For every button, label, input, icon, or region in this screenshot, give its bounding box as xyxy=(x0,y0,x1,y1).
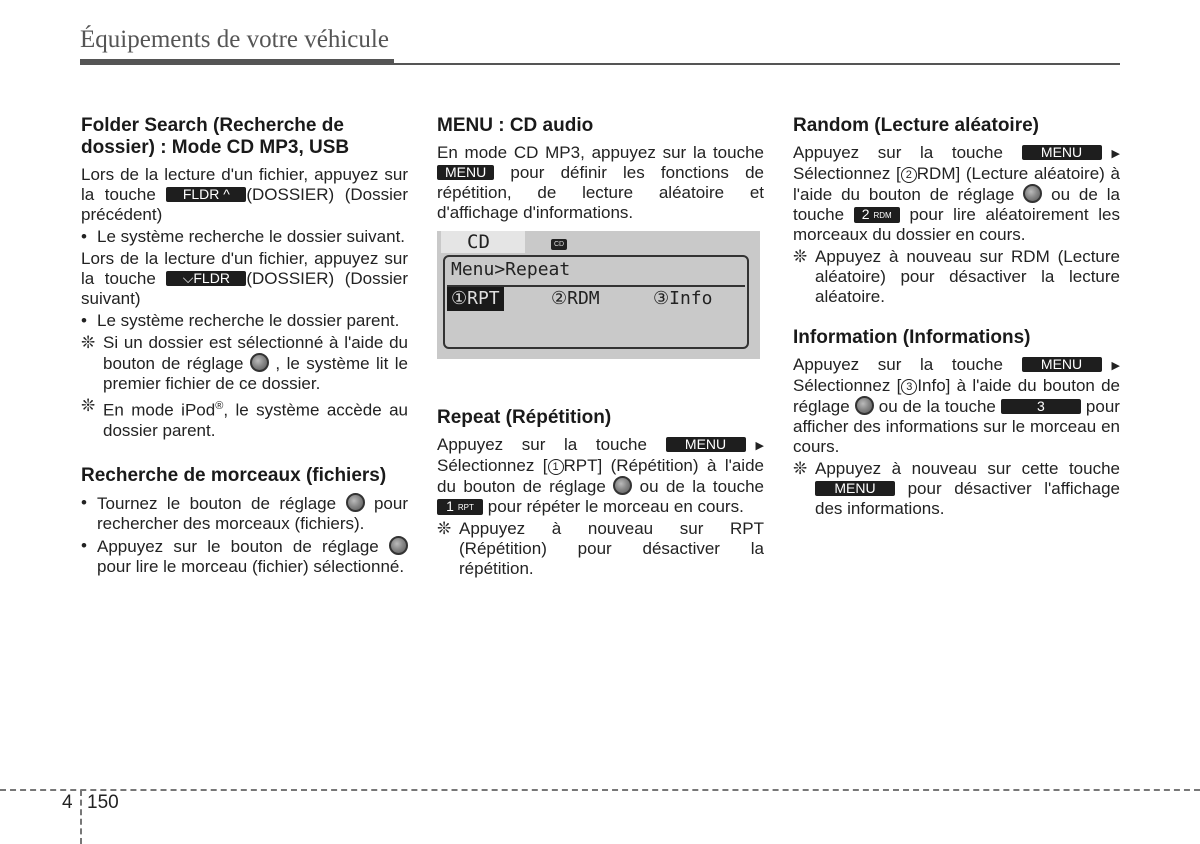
note-item: ❊ Si un dossier est sélectionné à l'aide du bouton de réglage , le système lit le premier fichier de ce dossier. xyxy=(81,333,408,393)
note-asterisk-icon: ❊ xyxy=(437,519,452,538)
chapter-number: 4 xyxy=(62,792,73,813)
info-key: 3 xyxy=(1001,399,1081,414)
paragraph: Appuyez sur la touche MENU ▶ Sélectionnez [ 3 Info] à l'aide du bouton de réglage ou de la touche 3 pour afficher des informations sur le morceau en cours. xyxy=(793,355,1120,456)
tune-knob-icon xyxy=(1023,184,1042,203)
footer-dashed-divider xyxy=(80,790,82,844)
column-folder-search xyxy=(81,115,408,579)
paragraph: Appuyez sur la touche MENU ▶ Sélectionnez [ 2 RDM] (Lecture aléatoire) à l'aide du bouton de réglage ou de la touche 2 RDM pour lire aléatoirement les morceaux du dossier en cours. xyxy=(793,143,1120,244)
arrow-right-icon: ▶ xyxy=(755,440,764,452)
lcd-tab-cd: CD xyxy=(441,231,525,253)
note-asterisk-icon: ❊ xyxy=(793,247,808,266)
tune-knob-icon xyxy=(389,536,408,555)
cd-icon: CD xyxy=(551,239,567,250)
note-item: ❊ Appuyez à nouveau sur cette touche MENU pour désactiver l'affichage des informations. xyxy=(793,459,1120,518)
fldr-up-key: FLDR ^ xyxy=(166,187,246,202)
note-item: ❊ Appuyez à nouveau sur RPT (Répétition) pour désactiver la répétition. xyxy=(437,519,764,578)
tune-knob-icon xyxy=(855,396,874,415)
circled-number-1-icon: 1 xyxy=(548,459,564,475)
note-item: ❊ Appuyez à nouveau sur RDM (Lecture aléatoire) pour désactiver la lecture aléatoire. xyxy=(793,247,1120,306)
paragraph: Lors de la lecture d'un fichier, appuyez sur la touche FLDR ^ (DOSSIER) (Dossier précédent) xyxy=(81,165,408,224)
paragraph: Appuyez sur la touche MENU ▶ Sélectionnez [ 1 RPT] (Répétition) à l'aide du bouton de réglage ou de la touche 1 RPT pour répéter le morceau en cours. xyxy=(437,435,764,516)
menu-key: MENU xyxy=(666,437,746,452)
tune-knob-icon xyxy=(250,353,269,372)
rdm-key: 2 RDM xyxy=(854,207,900,223)
bullet-item: • Le système recherche le dossier suivant. xyxy=(81,227,408,247)
page-header-title: Équipements de votre véhicule xyxy=(80,26,389,53)
lcd-display-illustration xyxy=(437,231,760,359)
circled-number-2-icon: 2 xyxy=(901,167,917,183)
section-heading-folder-search: Folder Search (Recherche de dossier) : Mode CD MP3, USB xyxy=(81,115,350,158)
tune-knob-icon xyxy=(346,493,365,512)
arrow-right-icon: ▶ xyxy=(1111,148,1120,160)
arrow-right-icon: ▶ xyxy=(1111,360,1120,372)
lcd-options xyxy=(447,287,747,311)
lcd-screen xyxy=(443,255,749,349)
lcd-option-info: ③Info xyxy=(653,288,713,309)
lcd-option-rdm: ②RDM xyxy=(551,288,600,309)
bullet-item: • Appuyez sur le bouton de réglage pour lire le morceau (fichier) sélectionné. xyxy=(81,536,408,577)
section-heading-track-search: Recherche de morceaux (fichiers) xyxy=(81,464,387,486)
tune-knob-icon xyxy=(613,476,632,495)
paragraph: En mode CD MP3, appuyez sur la touche MENU pour définir les fonctions de répétition, de lecture aléatoire et d'affichage d'informations. xyxy=(437,143,764,222)
column-menu-cd-audio xyxy=(437,115,764,581)
lcd-menu-path: Menu>Repeat xyxy=(451,259,571,280)
menu-key: MENU xyxy=(1022,357,1102,372)
header-rule xyxy=(80,59,394,65)
bullet-item: • Le système recherche le dossier parent. xyxy=(81,311,408,331)
bullet-item: • Tournez le bouton de réglage pour rechercher des morceaux (fichiers). xyxy=(81,493,408,534)
rpt-key: 1 RPT xyxy=(437,499,483,515)
menu-key: MENU xyxy=(815,481,895,496)
section-heading-random: Random (Lecture aléatoire) xyxy=(793,115,1039,136)
paragraph: Lors de la lecture d'un fichier, appuyez sur la touche ⌵FLDR (DOSSIER) (Dossier suivant) xyxy=(81,249,408,308)
lcd-option-rpt: ①RPT xyxy=(447,287,504,311)
page-number: 150 xyxy=(87,792,119,813)
header-rule-thin xyxy=(394,63,1120,65)
menu-key: MENU xyxy=(437,165,494,180)
circled-number-3-icon: 3 xyxy=(901,379,917,395)
fldr-down-key: ⌵FLDR xyxy=(166,271,246,286)
section-heading-menu-cd: MENU : CD audio xyxy=(437,115,594,136)
note-item: ❊ En mode iPod®, le système accède au dossier parent. xyxy=(81,396,408,440)
note-asterisk-icon: ❊ xyxy=(793,459,808,478)
note-asterisk-icon: ❊ xyxy=(81,396,96,415)
section-heading-repeat: Repeat (Répétition) xyxy=(437,407,612,428)
column-random-info xyxy=(793,115,1120,521)
footer-dashed-rule xyxy=(0,789,1200,791)
note-asterisk-icon: ❊ xyxy=(81,333,96,352)
section-heading-information: Information (Informations) xyxy=(793,327,1031,348)
menu-key: MENU xyxy=(1022,145,1102,160)
